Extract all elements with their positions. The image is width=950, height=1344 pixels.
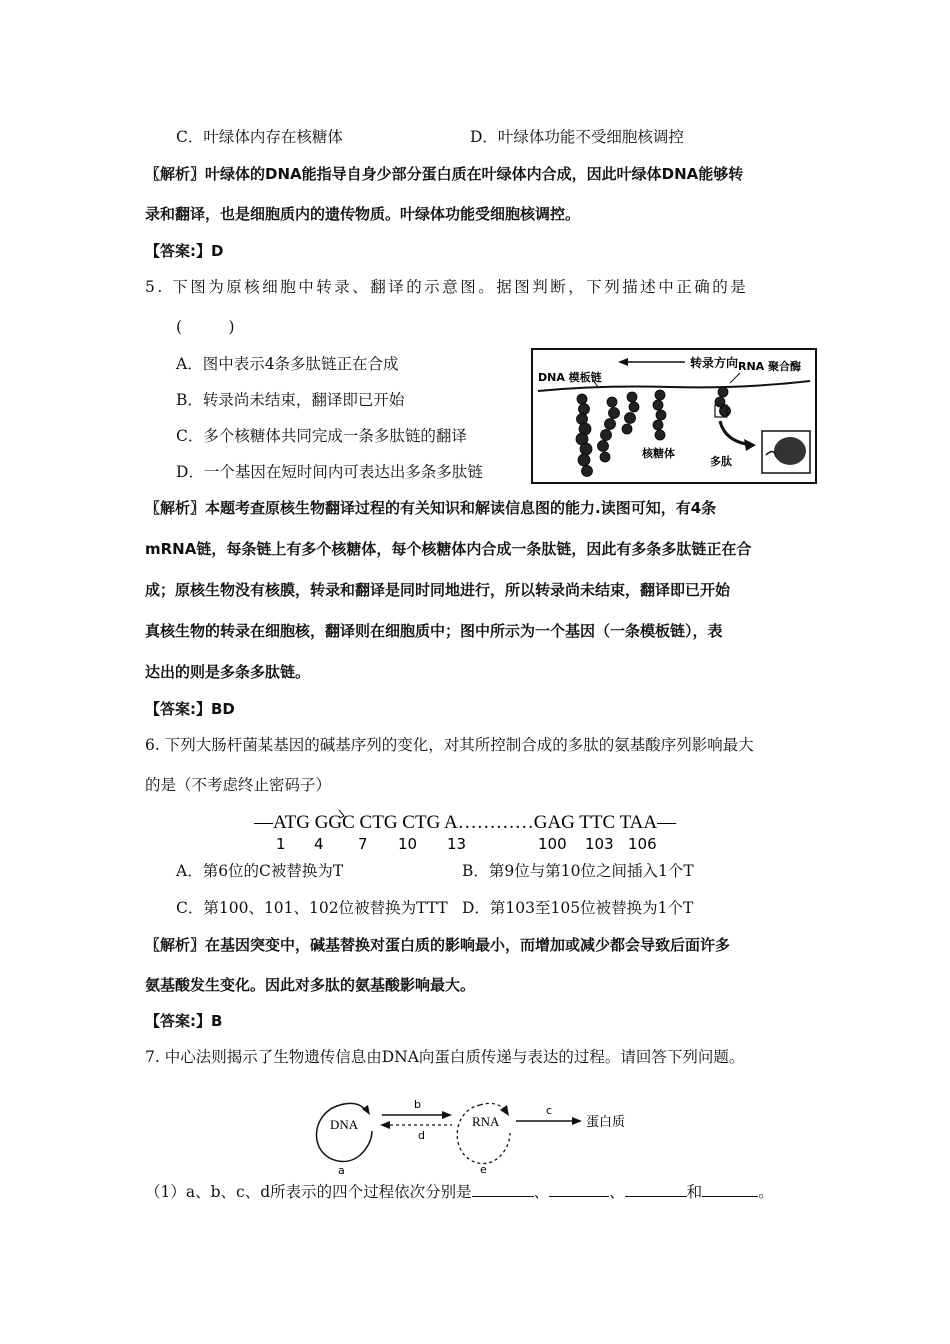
- position-label: 7: [358, 835, 368, 853]
- answer-blank-2[interactable]: [549, 1182, 609, 1197]
- label-d: d: [418, 1129, 425, 1142]
- position-label: 100: [538, 835, 567, 853]
- q6-option-b: B．第9位与第10位之间插入1个T: [462, 862, 694, 880]
- q6-answer: 【答案:】B: [145, 1012, 223, 1030]
- position-label: 1: [276, 835, 286, 853]
- q6-analysis-line2: 氨基酸发生变化。因此对多肽的氨基酸影响最大。: [145, 976, 476, 994]
- q6-stem-line1: 6. 下列大肠杆菌某基因的碱基序列的变化，对其所控制合成的多肽的氨基酸序列影响最大: [145, 736, 754, 754]
- position-label: 103: [585, 835, 614, 853]
- q5-analysis-line3: 成；原核生物没有核膜，转录和翻译是同时同地进行，所以转录尚未结束，翻译即已开始: [145, 581, 731, 599]
- label-a: a: [338, 1164, 345, 1175]
- ribosome-label: 核糖体: [642, 447, 675, 460]
- q5-option-a: A．图中表示4条多肽链正在合成: [176, 355, 399, 373]
- rna-polymerase-label: RNA 聚合酶: [738, 360, 802, 373]
- separator: 、: [533, 1183, 550, 1201]
- q6-option-a: A．第6位的C被替换为T: [176, 862, 344, 880]
- base-sequence-figure: [254, 808, 704, 854]
- label-e: e: [480, 1163, 487, 1175]
- end-mark: 。: [758, 1183, 774, 1201]
- direction-label: 转录方向: [690, 356, 739, 370]
- q6-stem-line2: 的是（不考虑终止密码子）: [145, 776, 332, 794]
- q7-stem: 7. 中心法则揭示了生物遗传信息由DNA向蛋白质传递与表达的过程。请回答下列问题。: [145, 1048, 745, 1066]
- label-c: c: [546, 1104, 553, 1117]
- q5-analysis-line2: mRNA链，每条链上有多个核糖体，每个核糖体内合成一条肽链，因此有多条多肽链正在合: [145, 540, 752, 558]
- position-label: 106: [628, 835, 657, 853]
- q6-option-d: D．第103至105位被替换为1个T: [462, 899, 694, 917]
- peptide-label: 多肽: [710, 455, 732, 468]
- q4-analysis-line1: 〖解析〗叶绿体的DNA能指导自身少部分蛋白质在叶绿体内合成，因此叶绿体DNA能够转: [145, 165, 744, 183]
- dna-template-label: DNA 模板链: [538, 371, 602, 384]
- q5-option-c: C．多个核糖体共同完成一条多肽链的翻译: [176, 427, 467, 445]
- q7-sub1-prefix: （1）a、b、c、d所表示的四个过程依次分别是: [145, 1183, 472, 1201]
- q5-answer: 【答案:】BD: [145, 700, 235, 718]
- q4-answer: 【答案:】D: [145, 242, 224, 260]
- q5-analysis-line4: 真核生物的转录在细胞核，翻译则在细胞质中；图中所示为一个基因（一条模板链），表: [145, 622, 723, 640]
- q5-analysis-line1: 〖解析〗本题考查原核生物翻译过程的有关知识和解读信息图的能力.读图可知，有4条: [145, 499, 717, 517]
- q5-analysis-line5: 达出的则是多条多肽链。: [145, 663, 311, 681]
- q4-option-c: C．叶绿体内存在核糖体: [176, 128, 343, 146]
- answer-blank-3[interactable]: [625, 1182, 687, 1197]
- q6-analysis-line1: 〖解析〗在基因突变中，碱基替换对蛋白质的影响最小，而增加或减少都会导致后面许多: [145, 936, 731, 954]
- q5-paren: ( ): [176, 318, 235, 336]
- base-sequence: —ATG GGC CTG CTG A…………GAG TTC TAA—: [254, 812, 677, 833]
- q6-option-c: C．第100、101、102位被替换为TTT: [176, 899, 448, 917]
- q5-stem: 5. 下图为原核细胞中转录、翻译的示意图。据图判断，下列描述中正确的是: [145, 278, 749, 296]
- separator: 、: [609, 1183, 625, 1201]
- q5-option-d: D．一个基因在短时间内可表达出多条多肽链: [176, 463, 483, 481]
- q7-sub1: [145, 1182, 774, 1202]
- q5-option-b: B．转录尚未结束，翻译即已开始: [176, 391, 405, 409]
- answer-blank-1[interactable]: [472, 1182, 534, 1197]
- position-label: 13: [447, 835, 467, 853]
- label-b: b: [414, 1098, 421, 1111]
- q4-option-d: D．叶绿体功能不受细胞核调控: [470, 128, 684, 146]
- position-label: 10: [398, 835, 418, 853]
- answer-blank-4[interactable]: [702, 1182, 758, 1197]
- separator: 和: [686, 1183, 703, 1201]
- q4-analysis-line2: 录和翻译，也是细胞质内的遗传物质。叶绿体功能受细胞核调控。: [145, 205, 581, 223]
- rna-node: RNA: [472, 1114, 500, 1129]
- dna-node: DNA: [330, 1117, 359, 1132]
- position-label: 4: [314, 835, 324, 853]
- central-dogma-diagram: [310, 1083, 630, 1175]
- protein-node: 蛋白质: [586, 1115, 626, 1130]
- transcription-translation-figure: [530, 347, 820, 487]
